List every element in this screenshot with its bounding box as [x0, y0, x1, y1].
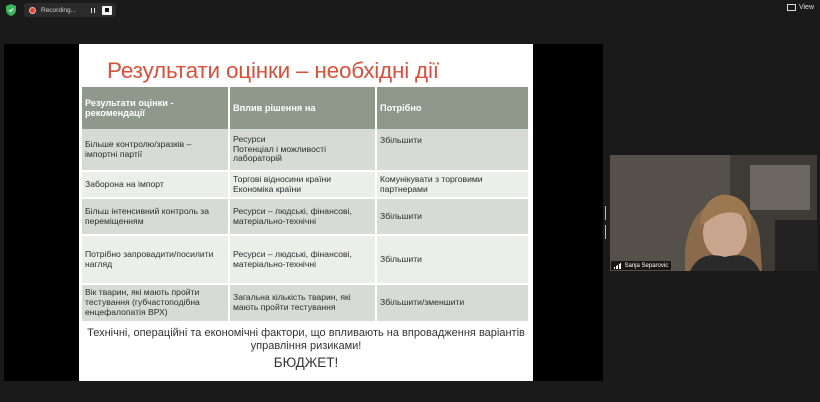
table-cell: Потрібно запровадити/посилити нагляд	[82, 235, 229, 284]
grid-view-icon	[787, 4, 796, 11]
table-cell: Збільшити	[376, 235, 528, 284]
stop-icon	[105, 8, 109, 12]
table-cell: Ресурси – людські, фінансові, матеріально-технічні	[229, 235, 376, 284]
budget-text: БЮДЖЕТ!	[273, 355, 339, 370]
participant-video-tile[interactable]	[610, 155, 817, 271]
view-button[interactable]	[787, 4, 814, 11]
recording-label: Recording...	[41, 6, 77, 14]
table-cell: Більш інтенсивний контроль за переміщенням	[82, 198, 229, 235]
panel-resize-handle[interactable]	[605, 206, 608, 220]
table-cell: Більше контролю/зразків – імпортні партії	[82, 129, 229, 171]
recording-dot-icon	[29, 7, 36, 14]
top-toolbar	[0, 0, 820, 20]
slide-title: Результати оцінки – необхідні дії	[107, 58, 439, 83]
table-row	[82, 235, 528, 284]
table-cell: Вік тварин, які мають пройти тестування (губчастоподібна енцефалопатія ВРХ)	[82, 284, 229, 322]
participant-name: Sanja Separovic	[624, 262, 669, 269]
bottom-toolbar	[0, 390, 820, 402]
table-row	[82, 129, 528, 171]
stop-recording-button[interactable]	[102, 6, 112, 15]
table-cell: Збільшити/зменшити	[376, 284, 528, 322]
table-header-row	[82, 87, 528, 129]
table-cell: Загальна кількість тварин, які мають пройти тестування	[229, 284, 376, 322]
participant-name-tag	[611, 261, 671, 270]
pause-recording-button[interactable]	[87, 5, 99, 15]
participant-video-image	[610, 155, 817, 271]
assessment-table	[82, 87, 528, 323]
pause-icon	[91, 8, 93, 13]
screen-share-area	[4, 44, 603, 381]
table-row	[82, 171, 528, 198]
presentation-slide	[79, 44, 533, 381]
table-cell: Заборона на імпорт	[82, 171, 229, 198]
table-cell: Комунікувати з торговими партнерами	[376, 171, 528, 198]
table-cell: Торгові відносини країни Економіка країни	[229, 171, 376, 198]
column-header: Вплив рішення на	[229, 87, 376, 129]
recording-indicator	[24, 3, 116, 17]
shield-icon	[6, 4, 16, 16]
table-cell: Ресурси Потенціал і можливості лабораторій	[229, 129, 376, 171]
table-cell: Збільшити	[376, 198, 528, 235]
signal-strength-icon	[614, 263, 622, 269]
table-row	[82, 198, 528, 235]
slide-note: Технічні, операційні та економічні фактори, що впливають на впровадження варіантів управління ризиками!	[87, 327, 525, 353]
column-header: Результати оцінки - рекомендації	[82, 87, 229, 129]
table-cell: Збільшити	[376, 129, 528, 171]
table-cell: Ресурси – людські, фінансові, матеріально-технічні	[229, 198, 376, 235]
table-row	[82, 284, 528, 322]
view-label: View	[798, 4, 814, 11]
column-header: Потрібно	[376, 87, 528, 129]
